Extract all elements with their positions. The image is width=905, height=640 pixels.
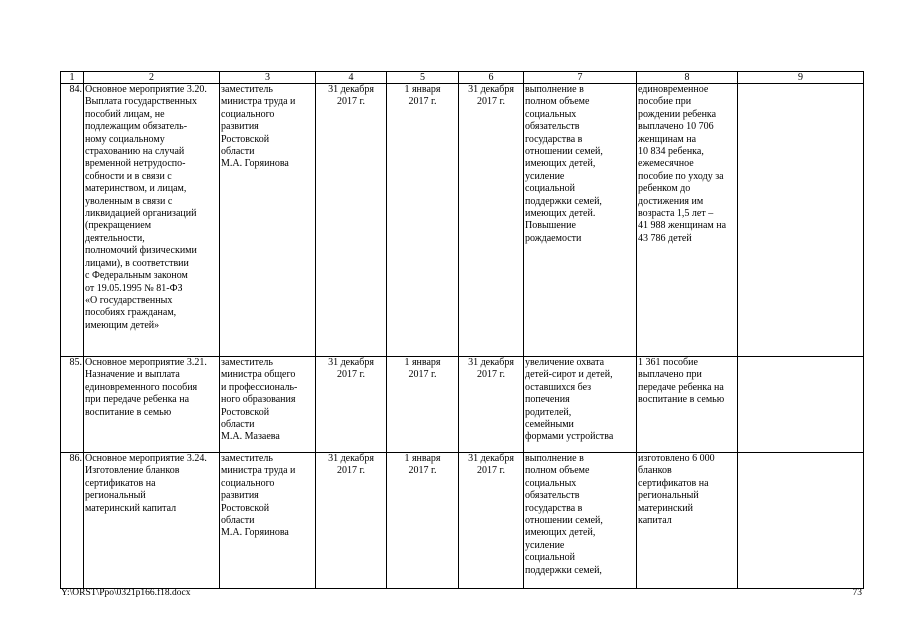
notes-cell: [738, 357, 864, 453]
start-date-cell: 1 января 2017 г.: [387, 84, 459, 357]
row-number: 85.: [61, 357, 84, 453]
file-path-footer: Y:\ORST\Ppo\0321p166.f18.docx: [61, 588, 191, 598]
actual-result-cell: единовременное пособие при рождении ребенка выплачено 10 706 женщинам на 10 834 ребенка, ежемесячное пособие по уходу за ребенком до достижения им возраста 1,5 лет – 41 988 женщинам на 43 786 детей: [637, 84, 738, 357]
notes-cell: [738, 453, 864, 589]
end-date-cell: 31 декабря 2017 г.: [459, 357, 524, 453]
responsible-cell: заместитель министра труда и социального развития Ростовской области М.А. Горяинова: [220, 84, 316, 357]
table-row: [61, 84, 864, 357]
row-number: 84.: [61, 84, 84, 357]
column-number: 3: [220, 72, 316, 84]
end-date-cell: 31 декабря 2017 г.: [459, 84, 524, 357]
column-number: 6: [459, 72, 524, 84]
deadline-cell: 31 декабря 2017 г.: [316, 84, 387, 357]
actual-result-cell: изготовлено 6 000 бланков сертификатов на региональный материнский капитал: [637, 453, 738, 589]
deadline-cell: 31 декабря 2017 г.: [316, 357, 387, 453]
column-number: 9: [738, 72, 864, 84]
activity-cell: Основное мероприятие 3.24. Изготовление бланков сертификатов на региональный материнский капитал: [84, 453, 220, 589]
activities-table: [60, 71, 864, 589]
activity-cell: Основное мероприятие 3.21. Назначение и выплата единовременного пособия при передаче ребенка на воспитание в семью: [84, 357, 220, 453]
notes-cell: [738, 84, 864, 357]
actual-result-cell: 1 361 пособие выплачено при передаче ребенка на воспитание в семью: [637, 357, 738, 453]
column-number: 7: [524, 72, 637, 84]
page-number: 73: [852, 588, 862, 598]
column-number: 5: [387, 72, 459, 84]
column-number: 1: [61, 72, 84, 84]
table-row: [61, 453, 864, 589]
column-number: 2: [84, 72, 220, 84]
start-date-cell: 1 января 2017 г.: [387, 357, 459, 453]
expected-result-cell: увеличение охвата детей-сирот и детей, оставшихся без попечения родителей, семейными формами устройства: [524, 357, 637, 453]
end-date-cell: 31 декабря 2017 г.: [459, 453, 524, 589]
deadline-cell: 31 декабря 2017 г.: [316, 453, 387, 589]
row-number: 86.: [61, 453, 84, 589]
expected-result-cell: выполнение в полном объеме социальных обязательств государства в отношении семей, имеющих детей, усиление социальной поддержки семей,: [524, 453, 637, 589]
activity-cell: Основное мероприятие 3.20. Выплата государственных пособий лицам, не подлежащим обязатель- ному социальному страхованию на случай временной нетрудоспо- собности и в связи с материнством, и лицам, уволенным в связи с ликвидацией организаций (прекращением деятельности, полномочий физическими лицами), в соответствии с Федеральным законом от 19.05.1995 № 81-ФЗ «О государственных пособиях гражданам, имеющим детей»: [84, 84, 220, 357]
expected-result-cell: выполнение в полном объеме социальных обязательств государства в отношении семей, имеющих детей, усиление социальной поддержки семей, имеющих детей. Повышение рождаемости: [524, 84, 637, 357]
column-number: 4: [316, 72, 387, 84]
responsible-cell: заместитель министра общего и профессиональ- ного образования Ростовской области М.А. Мазаева: [220, 357, 316, 453]
start-date-cell: 1 января 2017 г.: [387, 453, 459, 589]
column-number-row: [61, 72, 864, 84]
table-row: [61, 357, 864, 453]
responsible-cell: заместитель министра труда и социального развития Ростовской области М.А. Горяинова: [220, 453, 316, 589]
column-number: 8: [637, 72, 738, 84]
